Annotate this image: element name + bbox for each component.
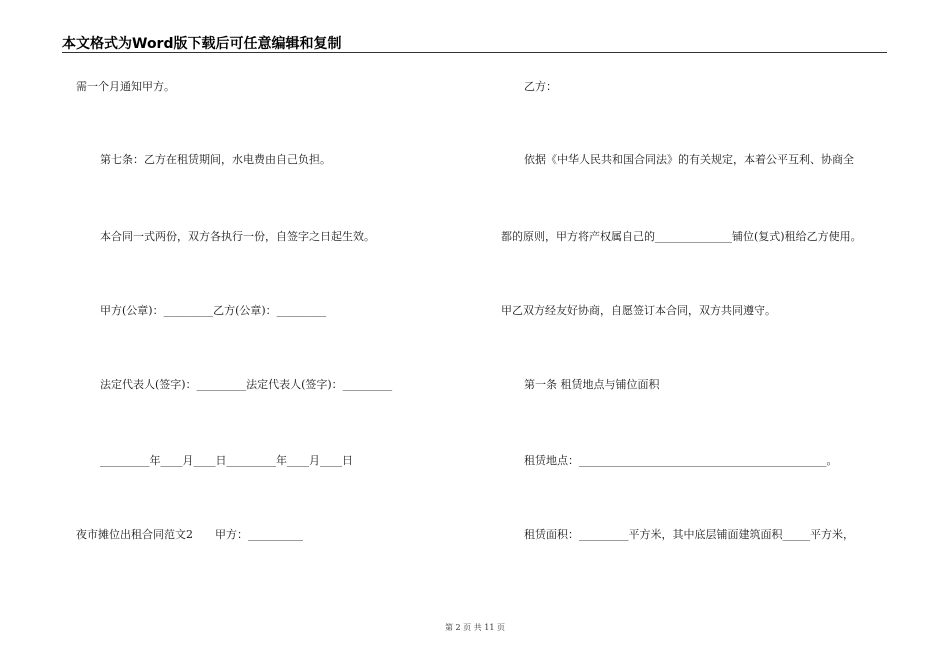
right-line-6: 租赁地点：_____________________________________________。 (524, 454, 838, 467)
left-line-2: 第七条：乙方在租赁期间，水电费由自己负担。 (100, 153, 331, 166)
right-line-3: 都的原则，甲方将产权属自己的______________铺位(复式)租给乙方使用。 (501, 230, 862, 243)
right-line-5: 第一条 租赁地点与铺位面积 (524, 378, 660, 391)
left-line-5: 法定代表人(签字)：_________法定代表人(签字)：_________ (100, 378, 393, 391)
left-line-1: 需一个月通知甲方。 (76, 80, 175, 93)
right-line-2: 依据《中华人民共和国合同法》的有关规定，本着公平互利、协商全 (524, 153, 854, 166)
left-line-3: 本合同一式两份，双方各执行一份，自签字之日起生效。 (100, 230, 375, 243)
left-line-7: 夜市摊位出租合同范文2 甲方：__________ (76, 528, 303, 541)
right-line-7: 租赁面积：_________平方米，其中底层铺面建筑面积_____平方米， (524, 528, 854, 541)
left-line-4: 甲方(公章)：_________乙方(公章)：_________ (100, 304, 327, 317)
left-line-6: _________年____月____日_________年____月____日 (100, 454, 353, 467)
header-divider (62, 52, 887, 53)
page-number-footer: 第 2 页 共 11 页 (445, 623, 505, 632)
document-header-title: 本文格式为Word版下载后可任意编辑和复制 (62, 36, 342, 52)
right-line-4: 甲乙双方经友好协商，自愿签订本合同，双方共同遵守。 (501, 304, 776, 317)
right-line-1: 乙方： (524, 80, 557, 93)
